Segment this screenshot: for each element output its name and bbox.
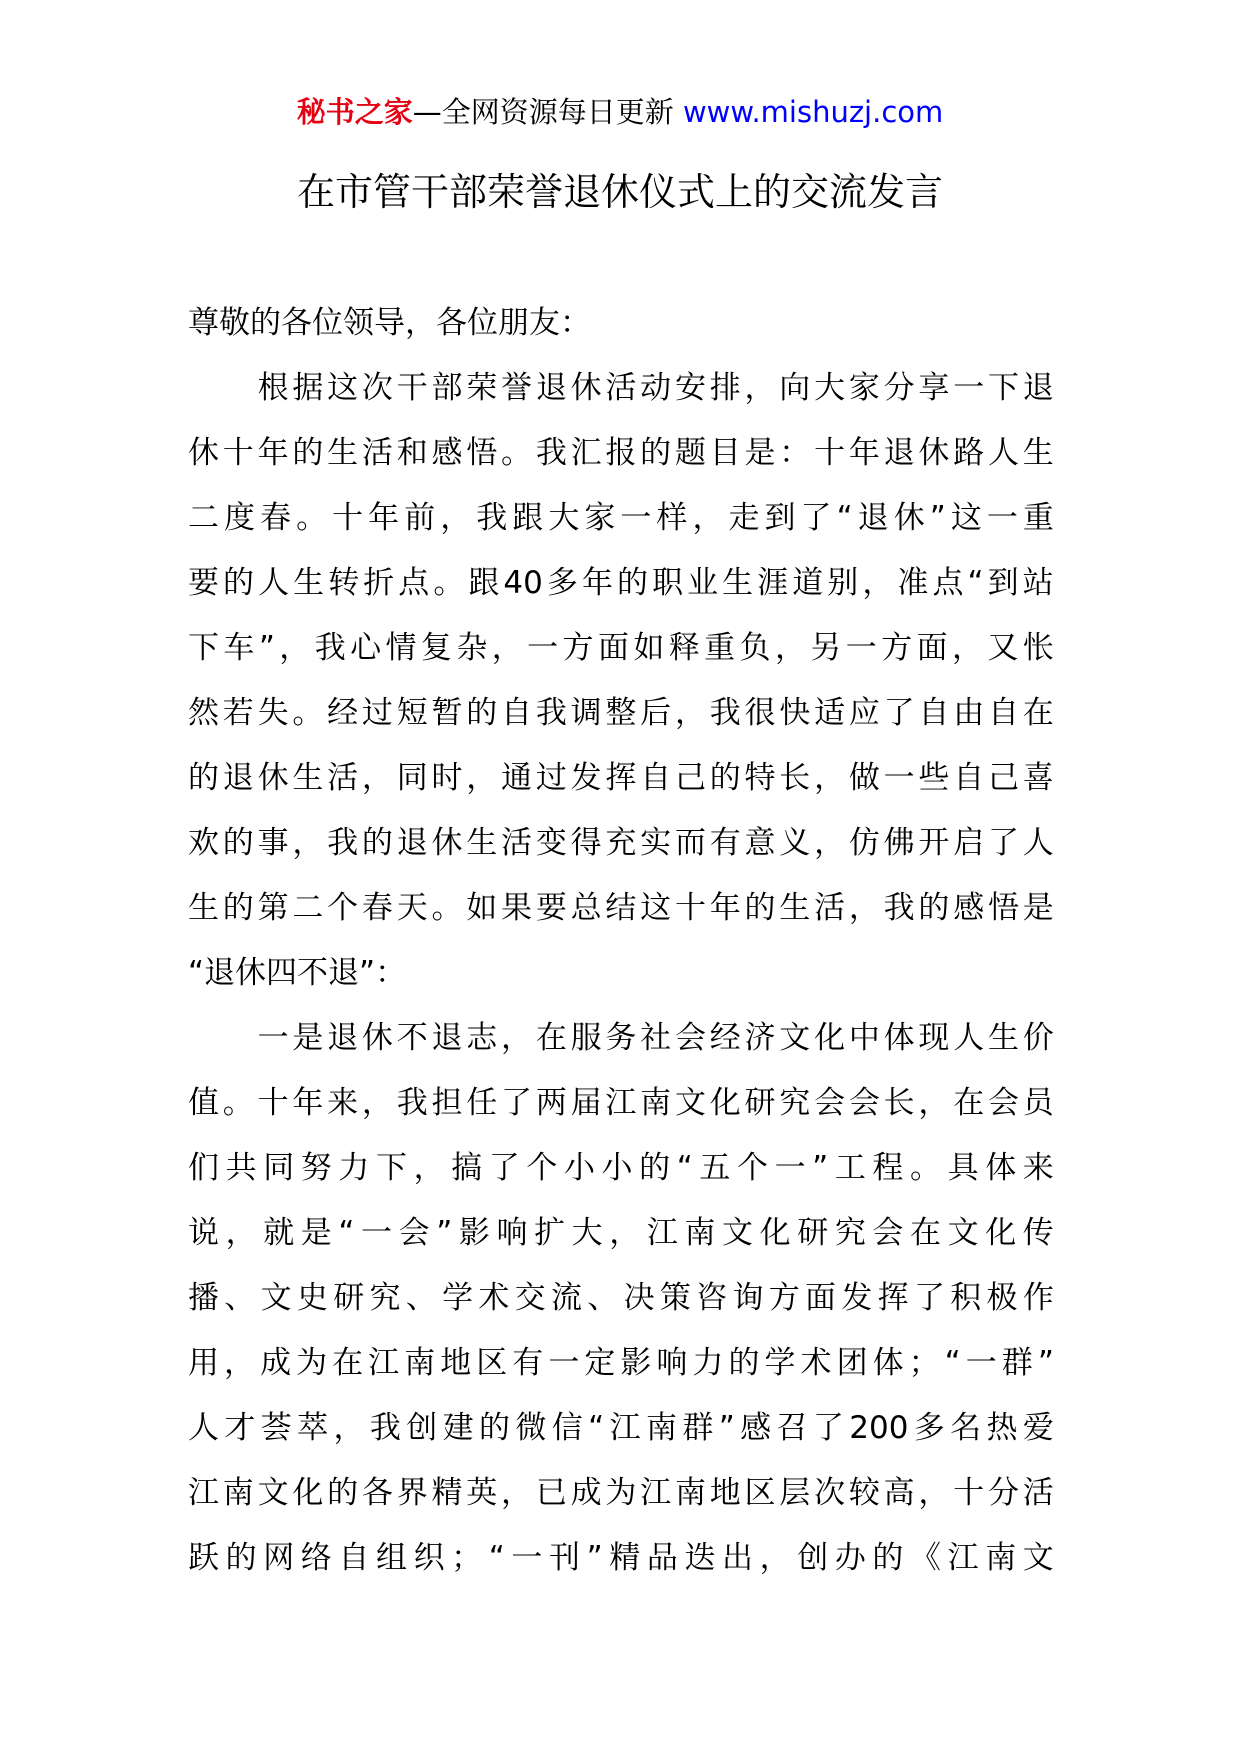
document-title: 在市管干部荣誉退休仪式上的交流发言 <box>296 170 943 214</box>
body-line: 人 才 荟 萃 ， 我 创 建 的 微 信 “ 江 南 群 ” 感 召 了 200 多 名 热 爱 <box>188 1410 1054 1446</box>
body-line: 的 退 休 生 活 ， 同 时 ， 通 过 发 挥 自 己 的 特 长 ， 做 一 些 自 己 喜 <box>188 760 1054 796</box>
body-line: 欢 的 事 ， 我 的 退 休 生 活 变 得 充 实 而 有 意 义 ， 仿 佛 开 启 了 人 <box>188 825 1054 861</box>
site-brand: 秘书之家 <box>296 95 413 129</box>
site-url[interactable]: www.mishuzj.com <box>682 95 944 129</box>
body-line: 休 十 年 的 生 活 和 感 悟 。 我 汇 报 的 题 目 是 ： 十 年 退 休 路 人 生 <box>188 435 1054 471</box>
body-line: “退休四不退”： <box>188 955 407 991</box>
document-body <box>188 291 1054 1591</box>
body-line: 根 据 这 次 干 部 荣 誉 退 休 活 动 安 排 ， 向 大 家 分 享 一 下 退 <box>257 370 1054 406</box>
body-line: 要 的 人 生 转 折 点 。 跟 40 多 年 的 职 业 生 涯 道 别 ， 准 点 “ 到 站 <box>188 565 1054 601</box>
site-tagline: —全网资源每日更新 <box>412 95 674 129</box>
body-line: 值 。 十 年 来 ， 我 担 任 了 两 届 江 南 文 化 研 究 会 会 长 ， 在 会 员 <box>188 1085 1054 1121</box>
body-line: 然 若 失 。 经 过 短 暂 的 自 我 调 整 后 ， 我 很 快 适 应 了 自 由 自 在 <box>188 695 1054 731</box>
body-line: 们 共 同 努 力 下 ， 搞 了 个 小 小 的 “ 五 个 一 ” 工 程 。 具 体 来 <box>188 1150 1054 1186</box>
body-line: 生 的 第 二 个 春 天 。 如 果 要 总 结 这 十 年 的 生 活 ， 我 的 感 悟 是 <box>188 890 1054 926</box>
body-line: 用 ， 成 为 在 江 南 地 区 有 一 定 影 响 力 的 学 术 团 体 ； “ 一 群 ” <box>188 1345 1054 1381</box>
body-line: 说 ， 就 是 “ 一 会 ” 影 响 扩 大 ， 江 南 文 化 研 究 会 在 文 化 传 <box>188 1215 1054 1251</box>
body-line: 跃 的 网 络 自 组 织 ； “ 一 刊 ” 精 品 迭 出 ， 创 办 的 《 江 南 文 <box>188 1540 1054 1576</box>
body-line: 尊敬的各位领导，各位朋友： <box>188 305 591 341</box>
body-line: 二 度 春 。 十 年 前 ， 我 跟 大 家 一 样 ， 走 到 了 “ 退 休 ” 这 一 重 <box>188 500 1054 536</box>
site-header <box>0 92 1240 132</box>
body-line: 一 是 退 休 不 退 志 ， 在 服 务 社 会 经 济 文 化 中 体 现 人 生 价 <box>257 1020 1054 1056</box>
body-line: 江 南 文 化 的 各 界 精 英 ， 已 成 为 江 南 地 区 层 次 较 高 ， 十 分 活 <box>188 1475 1054 1511</box>
body-line: 播 、 文 史 研 究 、 学 术 交 流 、 决 策 咨 询 方 面 发 挥 了 积 极 作 <box>188 1280 1054 1316</box>
body-line: 下 车 ” ， 我 心 情 复 杂 ， 一 方 面 如 释 重 负 ， 另 一 方 面 ， 又 怅 <box>188 630 1054 666</box>
